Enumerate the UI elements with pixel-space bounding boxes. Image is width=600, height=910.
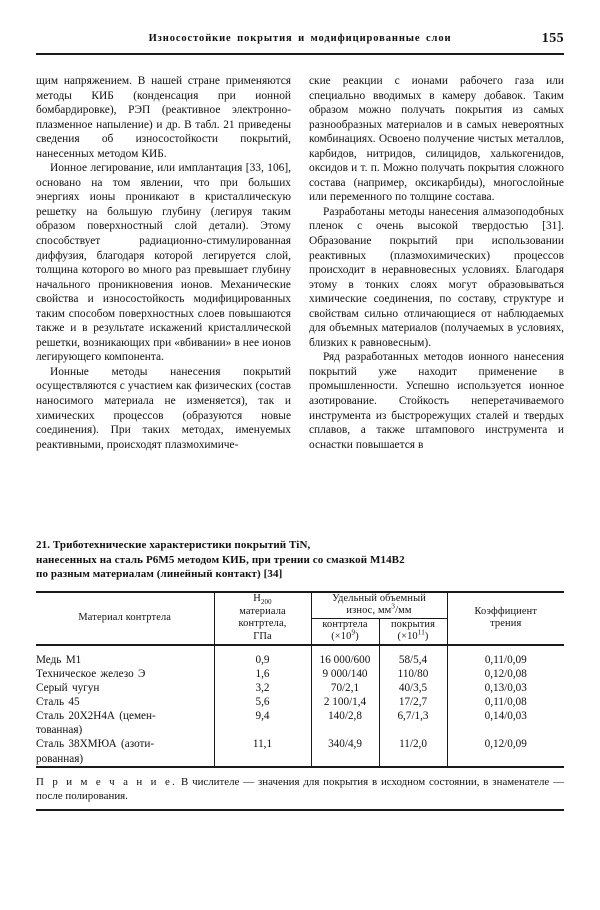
left-column <box>36 74 291 452</box>
table-note-text: В числителе — значения для покрытия в исходном состоянии, в знаменателе — после полирования. <box>36 775 564 802</box>
cell-wear-counterbody: 340/4,9 <box>311 737 379 751</box>
th-friction-l1: Коэффициент <box>474 605 538 617</box>
table-row <box>36 667 564 681</box>
paragraph: Ряд разработанных методов ионного нанесения покрытий уже находит применение в промышленности. Успешно используется ионное азотирование. Стойкость неперетачиваемого инструмента из быстрорежущих сталей и твердых сплавов, а также штампового инструмента и оснастки повышается в <box>309 351 564 451</box>
cell-hardness: 3,2 <box>214 681 311 695</box>
th-wear-counterbody-mult: (×10 <box>331 631 352 643</box>
table-row-continuation <box>36 752 564 767</box>
tribotechnical-table <box>36 591 564 768</box>
table-row <box>36 737 564 751</box>
table-caption-line: нанесенных на сталь Р6М5 методом КИБ, при трении со смазкой М14В2 <box>36 553 405 566</box>
page-number: 155 <box>541 31 564 46</box>
cell-friction: 0,12/0,08 <box>447 667 564 681</box>
cell-material: Техническое железо Э <box>36 667 146 680</box>
th-hardness-subscript: 200 <box>260 599 272 607</box>
th-wear-counterbody-close: ) <box>355 631 359 643</box>
th-wear-coating-mult: (×10 <box>397 631 418 643</box>
table-note <box>36 768 564 803</box>
cell-hardness: 5,6 <box>214 695 311 709</box>
table-block <box>36 538 564 811</box>
cell-hardness: 9,4 <box>214 709 311 723</box>
th-hardness-symbol: Н <box>253 593 261 604</box>
cell-friction: 0,13/0,03 <box>447 681 564 695</box>
header-rule <box>36 53 564 55</box>
running-head-title: Износостойкие покрытия и модифицированные слои <box>148 33 452 44</box>
table-caption <box>36 538 564 582</box>
th-wear-counterbody-label: контртела <box>322 618 368 630</box>
table-caption-line: по разным материалам (линейный контакт) [34] <box>36 568 283 580</box>
cell-wear-coating: 40/3,5 <box>379 681 447 695</box>
th-wear-coating <box>379 618 447 645</box>
cell-friction: 0,14/0,03 <box>447 709 564 723</box>
paragraph: Ионное легирование, или имплантация [33, 106], основано на том явлении, что при больших энергиях ионы проникают в кристаллическую решетку на большую глубину (легируя таким образом поверхностный слой детали). Этому способствует радиационно-стимулированная диффузия, благодаря которой легируется слой, толщина которого во много раз превышает глубину начального проникновения ионов. Механические свойства и износостойкость модифицированных таким способом поверхностных слоев повышаются также и в результате искажений кристаллической решетки, возникающих при «вбивании» в нее ионов легирующего компонента. <box>36 162 292 364</box>
cell-wear-counterbody: 2 100/1,4 <box>311 695 379 709</box>
table-body <box>36 645 564 767</box>
th-material: Материал контртела <box>36 592 214 645</box>
table-row <box>36 709 564 723</box>
table-row <box>36 695 564 709</box>
cell-wear-coating: 6,7/1,3 <box>379 709 447 723</box>
table-note-label: П р и м е ч а н и е. <box>36 775 178 788</box>
spacer-row <box>36 645 564 653</box>
cell-wear-coating: 58/5,4 <box>379 653 447 667</box>
running-head <box>36 33 564 44</box>
cell-material-continuation: рованная) <box>36 752 214 767</box>
cell-material: Сталь 45 <box>36 696 80 709</box>
th-friction-l2: трения <box>490 618 522 630</box>
cell-wear-counterbody: 70/2,1 <box>311 681 379 695</box>
th-wear-unit-exponent: 3 <box>391 602 396 611</box>
cell-hardness: 11,1 <box>214 737 311 751</box>
cell-friction: 0,11/0,08 <box>447 695 564 709</box>
cell-hardness: 0,9 <box>214 653 311 667</box>
footer-rule <box>36 809 564 811</box>
cell-friction: 0,11/0,09 <box>447 653 564 667</box>
cell-wear-coating: 17/2,7 <box>379 695 447 709</box>
cell-friction: 0,12/0,09 <box>447 737 564 751</box>
paragraph: Разработаны методы нанесения алмазоподобных пленок с очень высокой твердостью [31]. Образование покрытий при использовании реактивных (плазмохимических) процессов происходит в неравновесных условиях. Благодаря этому в тонких слоях могут образовываться химические соединения, по составу, структуре и свойствам сильно отличающиеся от наблюдаемых для объемных материалов (получаемых в условиях, близких к равновесным). <box>309 205 564 349</box>
table-row <box>36 681 564 695</box>
th-wear-counterbody-exp: 9 <box>351 628 356 637</box>
th-wear-counterbody <box>311 618 379 645</box>
table-head <box>36 592 564 645</box>
cell-material: Медь М1 <box>36 653 82 666</box>
body-columns <box>36 74 564 452</box>
cell-hardness: 1,6 <box>214 667 311 681</box>
th-wear-coating-exp: 11 <box>417 628 425 637</box>
cell-wear-counterbody: 140/2,8 <box>311 709 379 723</box>
cell-wear-counterbody: 16 000/600 <box>311 653 379 667</box>
th-hardness-l2: материала <box>239 605 286 617</box>
paragraph: щим напряжением. В нашей стране применяются методы КИБ (конденсация при ионной бомбардировке), РЭП (реактивное электронно-плазменное напыление) и др. В табл. 21 приведены сведения об износостойкости покрытий, нанесенных методом КИБ. <box>36 75 291 160</box>
cell-material: Серый чугун <box>36 682 100 695</box>
th-wear-coating-close: ) <box>424 631 429 643</box>
th-wear-group-l1: Удельный объемный <box>332 592 426 604</box>
th-wear-group-l2: износ, мм <box>346 605 392 617</box>
th-wear-coating-label: покрытия <box>390 618 436 630</box>
th-friction <box>447 592 564 645</box>
th-wear-group <box>311 592 447 619</box>
table-row-continuation <box>36 723 564 737</box>
paragraph: Ионные методы нанесения покрытий осуществляются с участием как физических (состав наносимого материала не изменяется), так и химических процессов (образуются новые соединения). При таких методах, именуемых реактивными, происходят плазмохимиче- <box>36 365 291 451</box>
table-caption-line: 21. Триботехнические характеристики покрытий TiN, <box>36 539 311 551</box>
cell-material: Сталь 20Х2Н4А (цемен- <box>36 710 156 723</box>
cell-material: Сталь 38ХМЮА (азоти- <box>36 738 155 751</box>
paragraph: ские реакции с ионами рабочего газа или специально вводимых в камеру добавок. Таким образом можно получать покрытия из самых разнообразных материалов и в самых невероятных комбинациях. Освоено получение чистых металлов, карбидов, нитридов, силицидов, халькогенидов, оксидов и т. п. Можно получать покрытия сложного состава (например, оксикарбиды), многослойные или переменного по толщине состава. <box>309 75 564 204</box>
th-hardness-l4: ГПа <box>253 630 272 642</box>
cell-wear-coating: 11/2,0 <box>379 737 447 751</box>
th-hardness-l3: контртела, <box>238 618 287 630</box>
table-row <box>36 653 564 667</box>
th-wear-group-l3: /мм <box>395 605 412 617</box>
th-hardness <box>214 592 311 645</box>
cell-wear-coating: 110/80 <box>379 667 447 681</box>
cell-wear-counterbody: 9 000/140 <box>311 667 379 681</box>
right-column <box>309 74 564 452</box>
cell-material-continuation: тованная) <box>36 724 83 737</box>
